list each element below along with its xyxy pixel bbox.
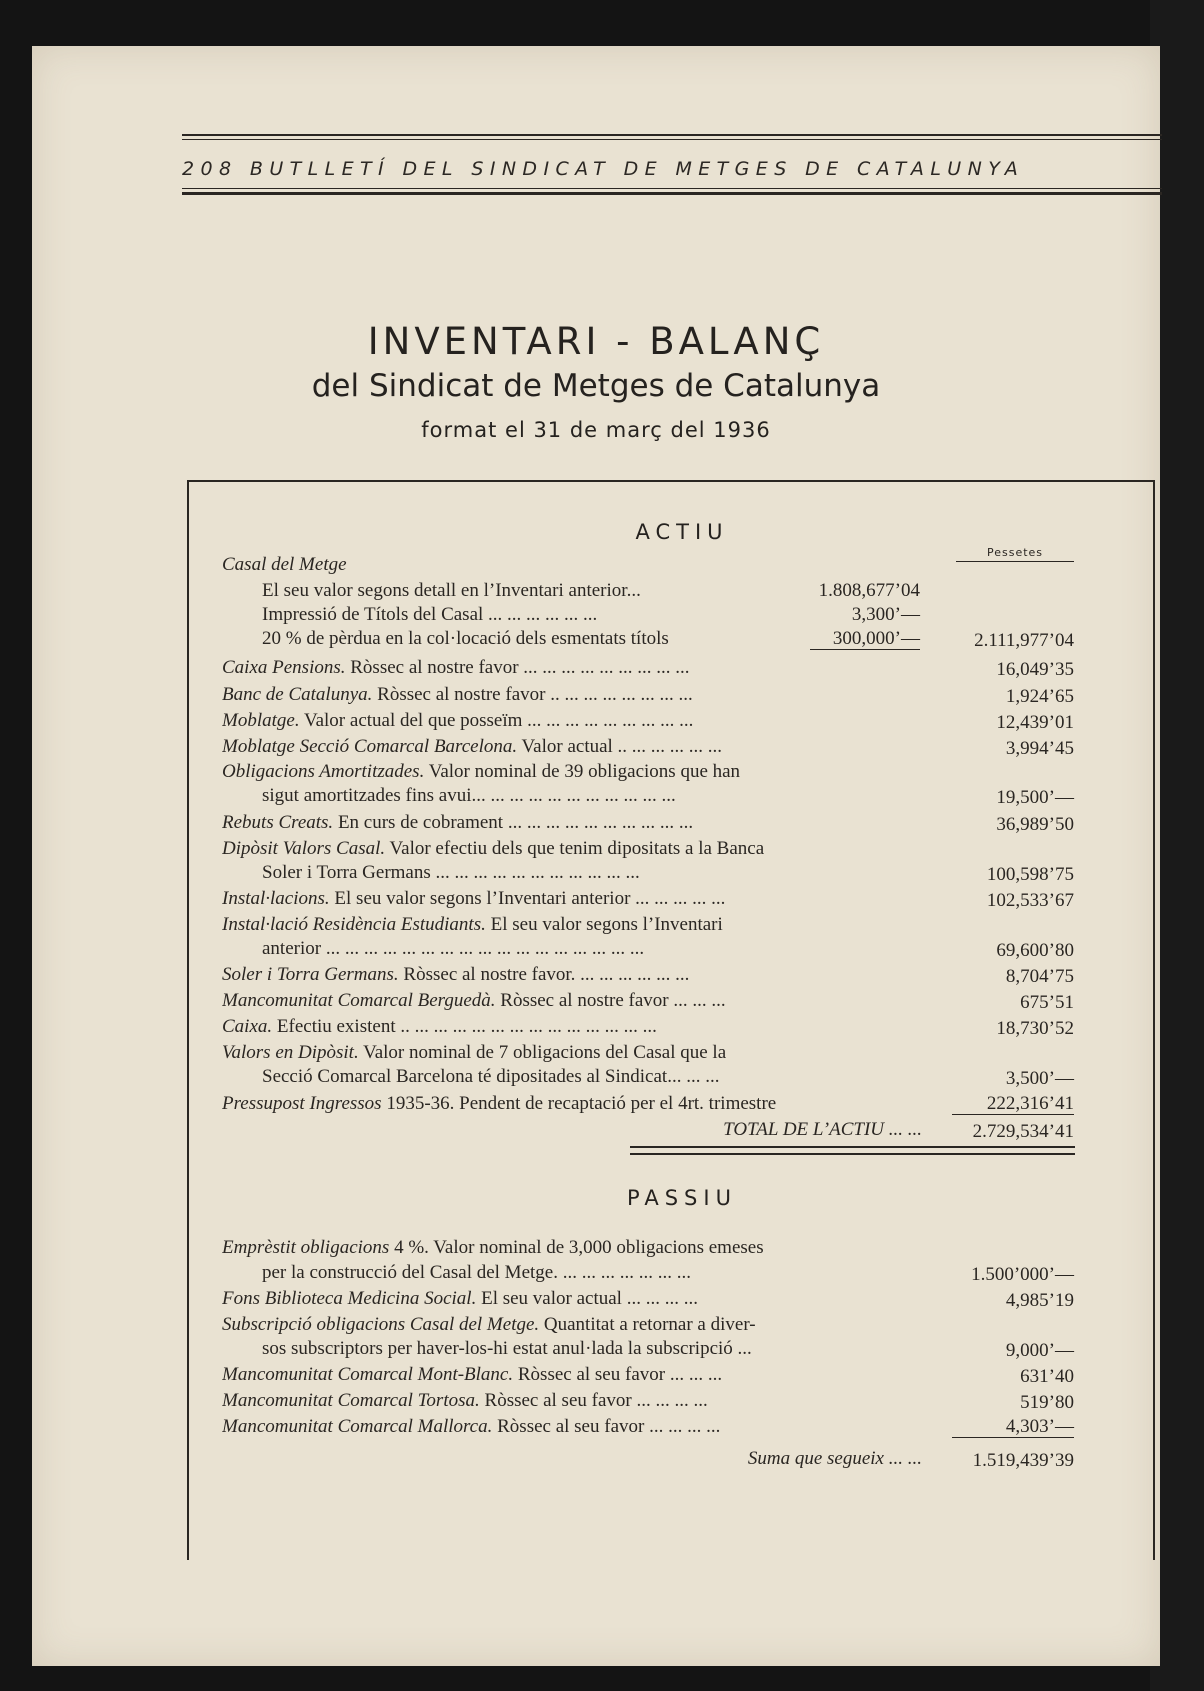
ledger-row: Subscripció obligacions Casal del Metge. Quantitat a retornar a diver- — [222, 1314, 756, 1335]
ledger-row-continuation: Secció Comarcal Barcelona té dipositades al Sindicat... ... ... — [262, 1066, 720, 1087]
ledger-row: Pressupost Ingressos 1935-36. Pendent de recaptació per el 4rt. trimestre — [222, 1093, 777, 1114]
ledger-amount: 18,730’52 — [996, 1018, 1074, 1039]
table-frame-left — [187, 480, 189, 1560]
ledger-amount: 36,989’50 — [996, 814, 1074, 835]
ledger-amount: 4,985’19 — [1005, 1290, 1074, 1311]
ledger-row-continuation: anterior ... ... ... ... ... ... ... ... ... ... ... ... ... ... ... ... ... — [262, 938, 645, 959]
ledger-row: Instal·lacions. El seu valor segons l’Inventari anterior ... ... ... ... ... — [222, 888, 726, 909]
ledger-row: Mancomunitat Comarcal Mallorca. Ròssec al seu favor ... ... ... ... — [222, 1416, 721, 1437]
ledger-amount: 675’51 — [1020, 992, 1074, 1013]
header-rule-bottom-thin — [182, 188, 1162, 189]
ledger-amount: 102,533’67 — [986, 890, 1074, 911]
actiu-heading: ACTIU — [635, 520, 729, 544]
ledger-amount: 16,049’35 — [996, 659, 1074, 680]
document-page — [32, 46, 1160, 1666]
ledger-row: Banc de Catalunya. Ròssec al nostre favor .. ... ... ... ... ... ... ... — [222, 684, 693, 705]
ledger-row: Moblatge. Valor actual del que posseïm ... ... ... ... ... ... ... ... ... — [222, 710, 694, 731]
ledger-row: Instal·lació Residència Estudiants. El seu valor segons l’Inventari — [222, 914, 723, 935]
ledger-row: Rebuts Creats. En curs de cobrament ... ... ... ... ... ... ... ... ... ... — [222, 812, 694, 833]
date-line: format el 31 de març del 1936 — [421, 418, 771, 442]
suma-label: Suma que segueix ... ... — [747, 1448, 922, 1469]
header-rule-bottom — [182, 192, 1162, 195]
header-rule-top-thin — [182, 139, 1162, 140]
page-number: 208 — [182, 158, 238, 180]
running-head — [182, 158, 1162, 180]
ledger-row: Mancomunitat Comarcal Mont-Blanc. Ròssec al seu favor ... ... ... — [222, 1364, 723, 1385]
subtitle: del Sindicat de Metges de Catalunya — [311, 368, 881, 404]
ledger-amount: 12,439’01 — [996, 712, 1074, 733]
ledger-row: Soler i Torra Germans. Ròssec al nostre favor. ... ... ... ... ... ... — [222, 964, 690, 985]
ledger-row: Valors en Dipòsit. Valor nominal de 7 obligacions del Casal que la — [222, 1042, 727, 1063]
casal-title: Casal del Metge — [222, 554, 347, 575]
ledger-amount: 3,994’45 — [1005, 738, 1074, 759]
passiu-heading: PASSIU — [627, 1186, 737, 1210]
casal-subamount: 1.808,677’04 — [818, 580, 920, 601]
ledger-row: Dipòsit Valors Casal. Valor efectiu dels que tenim dipositats a la Banca — [222, 838, 765, 859]
ledger-amount: 1.500’000’— — [971, 1264, 1074, 1285]
ledger-amount: 3,500’— — [1005, 1068, 1074, 1089]
table-frame-top — [187, 480, 1155, 482]
ledger-amount: 1,924’65 — [1005, 686, 1074, 707]
total-double-rule — [630, 1146, 1075, 1155]
ledger-row-continuation: sigut amortitzades fins avui... ... ... ... ... ... ... ... ... ... ... — [262, 785, 676, 806]
ledger-row: Fons Biblioteca Medicina Social. El seu valor actual ... ... ... ... — [222, 1288, 698, 1309]
ledger-row: Obligacions Amortitzades. Valor nominal de 39 obligacions que han — [222, 761, 741, 782]
ledger-amount: 100,598’75 — [986, 864, 1074, 885]
running-title: BUTLLETÍ DEL SINDICAT DE METGES DE CATALUNYA — [249, 158, 1025, 180]
header-rule-top — [182, 134, 1162, 136]
ledger-amount: 9,000’— — [1005, 1340, 1074, 1361]
ledger-row-continuation: per la construcció del Casal del Metge. ... ... ... ... ... ... ... — [262, 1262, 691, 1283]
ledger-row-continuation: Soler i Torra Germans ... ... ... ... ... ... ... ... ... ... ... — [262, 862, 640, 883]
ledger-row: Mancomunitat Comarcal Berguedà. Ròssec al nostre favor ... ... ... — [222, 990, 726, 1011]
ledger-row: Caixa Pensions. Ròssec al nostre favor ... ... ... ... ... ... ... ... ... — [222, 657, 690, 678]
ledger-amount: 8,704’75 — [1005, 966, 1074, 987]
casal-subamount: 3,300’— — [851, 604, 920, 625]
main-title: INVENTARI - BALANÇ — [367, 320, 825, 363]
ledger-row: Mancomunitat Comarcal Tortosa. Ròssec al seu favor ... ... ... ... — [222, 1390, 708, 1411]
ledger-row: Caixa. Efectiu existent .. ... ... ... ... ... ... ... ... ... ... ... ... ... — [222, 1016, 657, 1037]
ledger-amount: 19,500’— — [996, 787, 1074, 808]
ledger-amount: 4,303’— — [952, 1414, 1074, 1438]
casal-line: El seu valor segons detall en l’Inventari anterior... — [262, 580, 641, 601]
casal-line: 20 % de pèrdua en la col·locació dels esmentats títols — [262, 628, 669, 649]
suma-amount: 1.519,439’39 — [972, 1450, 1074, 1471]
ledger-amount: 519’80 — [1020, 1392, 1074, 1413]
table-frame-right — [1153, 480, 1155, 1560]
ledger-amount: 69,600’80 — [996, 940, 1074, 961]
ledger-amount: 631’40 — [1020, 1366, 1074, 1387]
casal-line: Impressió de Títols del Casal ... ... ... ... ... ... — [262, 604, 598, 625]
column-header-pessetes: Pessetes — [956, 546, 1074, 562]
total-actiu-label: TOTAL DE L’ACTIU ... ... — [723, 1119, 922, 1140]
casal-amount: 2.111,977’04 — [974, 630, 1074, 651]
total-actiu-amount: 2.729,534’41 — [972, 1121, 1074, 1142]
ledger-row: Moblatge Secció Comarcal Barcelona. Valor actual .. ... ... ... ... ... — [222, 736, 723, 757]
ledger-row: Emprèstit obligacions 4 %. Valor nominal de 3,000 obligacions emeses — [222, 1237, 764, 1258]
ledger-amount: 222,316’41 — [952, 1091, 1074, 1115]
ledger-row-continuation: sos subscriptors per haver-los-hi estat anul·lada la subscripció ... — [262, 1338, 752, 1359]
casal-subamount: 300,000’— — [810, 626, 920, 650]
